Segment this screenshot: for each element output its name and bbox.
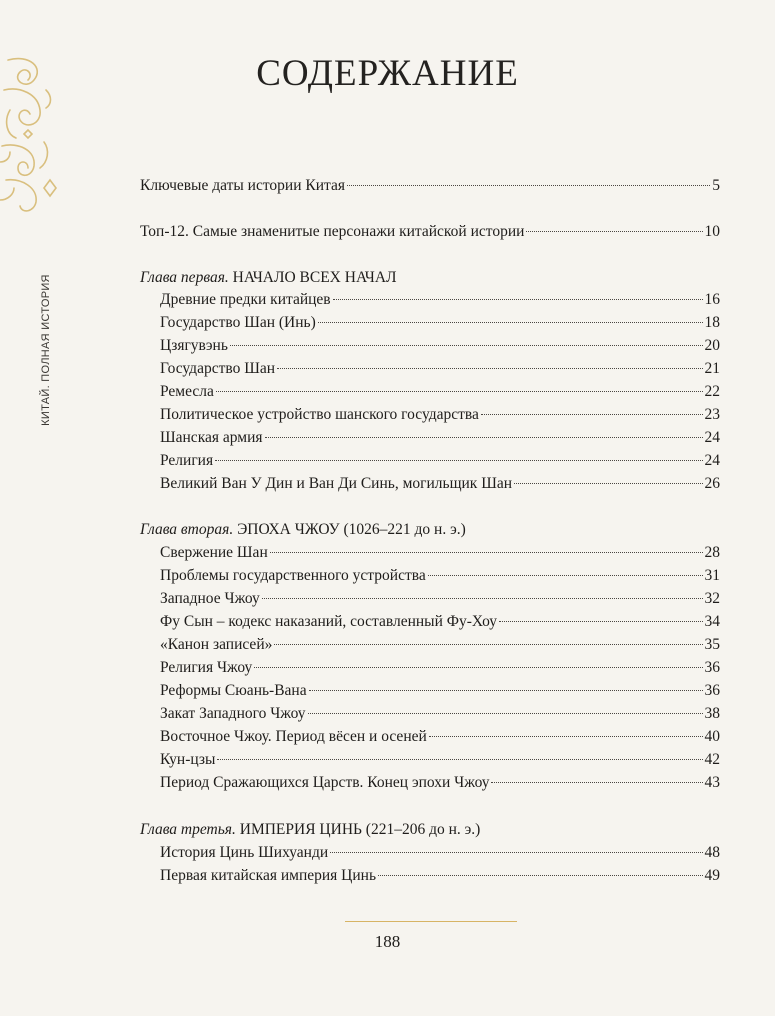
- toc-item-page: 18: [704, 314, 720, 331]
- toc-item-page: 49: [704, 867, 720, 884]
- toc-item-page: 35: [704, 636, 720, 653]
- toc-item[interactable]: [160, 681, 720, 701]
- toc-item[interactable]: [160, 474, 720, 494]
- toc-item-title: Проблемы государственного устройства: [160, 567, 426, 584]
- chapter-label: Глава третья.: [140, 821, 236, 838]
- toc-item-page: 21: [704, 360, 720, 377]
- chapter-heading-3: [140, 820, 720, 840]
- running-title-text: КИТАЙ. ПОЛНАЯ ИСТОРИЯ: [40, 274, 52, 426]
- toc-item[interactable]: [160, 658, 720, 678]
- toc-item-page: 16: [704, 291, 720, 308]
- toc-item-page: 34: [704, 613, 720, 630]
- toc-entry-top-12[interactable]: [140, 222, 720, 242]
- toc-entry-title: Ключевые даты истории Китая: [140, 177, 345, 194]
- dot-leader: [429, 736, 703, 737]
- chapter-heading-2: [140, 520, 720, 540]
- toc-item-title: Религия: [160, 452, 214, 469]
- toc-item-title: Кун-цзы: [160, 751, 216, 768]
- dot-leader: [217, 759, 702, 760]
- toc-item-title: Первая китайская империя Цинь: [160, 867, 377, 884]
- toc-entry-title: Топ-12. Самые знаменитые персонажи китайской истории: [140, 223, 525, 240]
- dot-leader: [215, 460, 702, 461]
- toc-item[interactable]: [160, 704, 720, 724]
- toc-item-page: 23: [704, 406, 720, 423]
- dot-leader: [428, 575, 703, 576]
- toc-item[interactable]: [160, 750, 720, 770]
- dot-leader: [274, 644, 702, 645]
- dot-leader: [526, 231, 702, 232]
- dot-leader: [347, 185, 710, 186]
- toc-item-page: 28: [704, 544, 720, 561]
- dot-leader: [378, 875, 702, 876]
- toc-item[interactable]: [160, 773, 720, 793]
- dot-leader: [481, 414, 703, 415]
- dot-leader: [262, 598, 703, 599]
- toc-item[interactable]: [160, 451, 720, 471]
- toc-item-title: «Канон записей»: [160, 636, 273, 653]
- toc-item-title: Шанская армия: [160, 429, 263, 446]
- toc-item[interactable]: [160, 612, 720, 632]
- dot-leader: [309, 690, 703, 691]
- toc-item-page: 38: [704, 705, 720, 722]
- chapter-heading-1: [140, 268, 720, 288]
- toc-item-page: 20: [704, 337, 720, 354]
- toc-item-page: 42: [704, 751, 720, 768]
- toc-item-page: 36: [704, 659, 720, 676]
- dot-leader: [216, 391, 703, 392]
- chapter-title: ИМПЕРИЯ ЦИНЬ (221–206 до н. э.): [239, 821, 481, 838]
- dot-leader: [499, 621, 702, 622]
- chapter-title: НАЧАЛО ВСЕХ НАЧАЛ: [232, 269, 397, 286]
- toc-item-title: Цзягувэнь: [160, 337, 228, 354]
- dot-leader: [265, 437, 703, 438]
- toc-item-title: Древние предки китайцев: [160, 291, 331, 308]
- toc-entry-page: 5: [712, 177, 720, 194]
- toc-item[interactable]: [160, 382, 720, 402]
- toc-item-title: Фу Сын – кодекс наказаний, составленный Фу-Хоу: [160, 613, 498, 630]
- toc-item[interactable]: [160, 566, 720, 586]
- dot-leader: [270, 552, 703, 553]
- toc-item-title: Реформы Сюань-Вана: [160, 682, 307, 699]
- dot-leader: [308, 713, 703, 714]
- toc-item[interactable]: [160, 405, 720, 425]
- toc-item-title: Политическое устройство шанского государства: [160, 406, 479, 423]
- chapter-label: Глава вторая.: [140, 521, 234, 538]
- dot-leader: [254, 667, 702, 668]
- toc-item-title: Период Сражающихся Царств. Конец эпохи Чжоу: [160, 774, 490, 791]
- toc-item-page: 43: [704, 774, 720, 791]
- toc-item[interactable]: [160, 543, 720, 563]
- page-title: СОДЕРЖАНИЕ: [256, 53, 519, 94]
- toc-item[interactable]: [160, 843, 720, 863]
- toc-item-title: Религия Чжоу: [160, 659, 253, 676]
- dot-leader: [514, 483, 702, 484]
- toc-item-page: 40: [704, 728, 720, 745]
- toc-item-title: Великий Ван У Дин и Ван Ди Синь, могильщик Шан: [160, 475, 513, 492]
- footer-rule: [345, 921, 517, 922]
- chapter-label: Глава первая.: [140, 269, 229, 286]
- toc-item[interactable]: [160, 727, 720, 747]
- dot-leader: [491, 782, 702, 783]
- toc-item-title: Свержение Шан: [160, 544, 268, 561]
- toc-item-title: История Цинь Шихуанди: [160, 844, 329, 861]
- toc-item-page: 22: [704, 383, 720, 400]
- toc-item[interactable]: [160, 428, 720, 448]
- toc-item-page: 24: [704, 452, 720, 469]
- toc-item[interactable]: [160, 866, 720, 886]
- toc-item[interactable]: [160, 589, 720, 609]
- toc-item-title: Восточное Чжоу. Период вёсен и осеней: [160, 728, 427, 745]
- toc-item-page: 31: [704, 567, 720, 584]
- page-number: 188: [374, 932, 401, 951]
- toc-item-title: Государство Шан (Инь): [160, 314, 316, 331]
- toc-entry-key-dates[interactable]: [140, 176, 720, 196]
- toc-item-title: Закат Западного Чжоу: [160, 705, 306, 722]
- toc-item-title: Государство Шан: [160, 360, 276, 377]
- dot-leader: [330, 852, 702, 853]
- dot-leader: [333, 299, 703, 300]
- dot-leader: [277, 368, 702, 369]
- toc-item-title: Западное Чжоу: [160, 590, 260, 607]
- toc-item-page: 24: [704, 429, 720, 446]
- toc-item[interactable]: [160, 359, 720, 379]
- toc-item-page: 36: [704, 682, 720, 699]
- toc-item-page: 26: [704, 475, 720, 492]
- dot-leader: [318, 322, 703, 323]
- toc-item-page: 32: [704, 590, 720, 607]
- toc-item-page: 48: [704, 844, 720, 861]
- toc-item[interactable]: [160, 635, 720, 655]
- toc-entry-page: 10: [704, 223, 720, 240]
- chapter-title: ЭПОХА ЧЖОУ (1026–221 до н. э.): [237, 521, 466, 538]
- toc-item[interactable]: [160, 336, 720, 356]
- running-title: [36, 270, 56, 430]
- toc-item-title: Ремесла: [160, 383, 214, 400]
- toc-item[interactable]: [160, 313, 720, 333]
- dot-leader: [230, 345, 703, 346]
- toc-item[interactable]: [160, 290, 720, 310]
